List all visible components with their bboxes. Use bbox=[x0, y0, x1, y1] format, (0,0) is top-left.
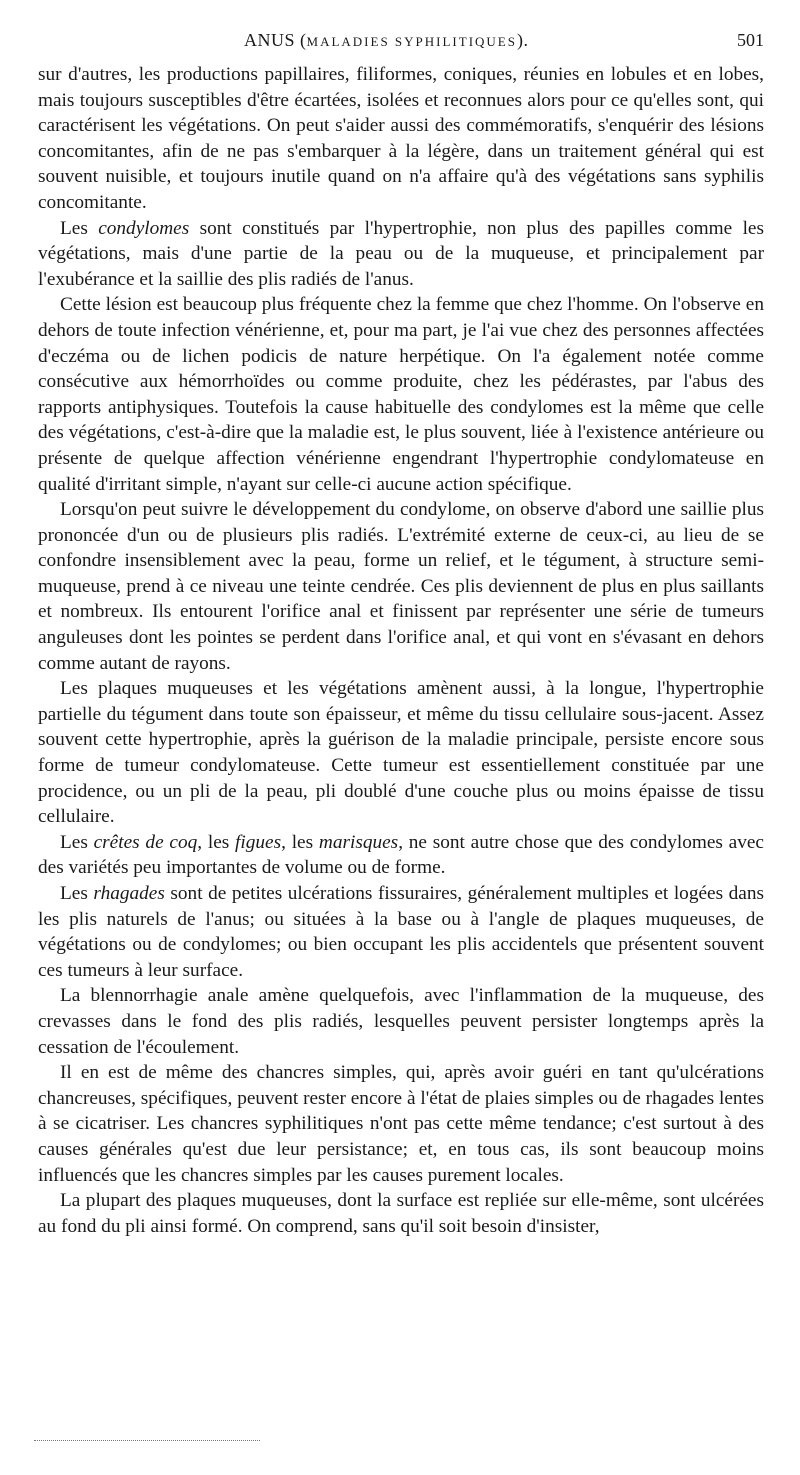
text-run: Les bbox=[60, 831, 94, 853]
text-run: Les bbox=[60, 883, 94, 904]
italic-term: crêtes de coq bbox=[93, 831, 198, 853]
running-title-subject: MALADIES SYPHILITIQUES bbox=[306, 34, 517, 49]
text-run: , ne sont autre chose que des condylomes avec des variétés peu importantes de volume ou de forme. bbox=[38, 831, 764, 879]
paragraph bbox=[38, 676, 764, 830]
text-run: La plupart des plaques muqueuses, dont la surface est repliée sur elle-même, sont ulcérées au fond du pli ainsi formé. On comprend, sans qu'il soit besoin d'insister, bbox=[38, 1190, 764, 1237]
text-run: , les bbox=[281, 831, 319, 853]
text-run: Lorsqu'on peut suivre le développement du condylome, on observe d'abord une saillie plus prononcée d'un ou de plusieurs plis radiés. L'extrémité externe de ceux-ci, au lieu de se confondre insensiblement avec la peau, forme un relief, et le tégument, à structure semi-muqueuse, prend à ce niveau une teinte cendrée. Ces plis deviennent de plus en plus saillants et nombreux. Ils entourent l'orifice anal et finissent par représenter une série de tumeurs anguleuses dont les pointes se perdent dans l'orifice anal, et qui vont en s'évasant en dehors comme autant de rayons. bbox=[38, 499, 764, 674]
page-number: 501 bbox=[737, 30, 764, 50]
paragraph bbox=[38, 881, 764, 983]
paragraph bbox=[38, 62, 764, 216]
running-header bbox=[38, 30, 764, 54]
text-run: La blennorrhagie anale amène quelquefois, avec l'inflammation de la muqueuse, des crevasses dans le fond des plis radiés, lesquelles peuvent persister longtemps après la cessation de l'écoulement. bbox=[38, 985, 764, 1058]
running-title bbox=[244, 30, 528, 51]
paragraph bbox=[38, 1188, 764, 1239]
italic-term: condylomes bbox=[98, 217, 190, 239]
italic-term: figues bbox=[235, 831, 282, 853]
paragraph bbox=[38, 292, 764, 497]
text-run: sur d'autres, les productions papillaires, filiformes, coniques, réunies en lobules et en lobes, mais toujours susceptibles d'être écartées, isolées et reconnues alors pour ce qu'elles sont, qui caractérisent les végétations. On peut s'aider aussi des commémoratifs, s'enquérir des lésions concomitantes, afin de ne pas s'embarquer à la légère, dans un traitement général qui est souvent nuisible, et toujours inutile quand on n'a affaire qu'à des végétations sans syphilis concomitante. bbox=[38, 64, 764, 213]
text-run: sont constitués par l'hypertrophie, non plus des papilles comme les végétations, mais d'une partie de la peau ou de la muqueuse, et principalement par l'exubérance et la saillie des plis radiés de l'anus. bbox=[38, 217, 764, 290]
running-title-end: ). bbox=[516, 30, 529, 50]
text-run: , les bbox=[197, 831, 236, 853]
paragraph bbox=[38, 983, 764, 1060]
footer-rule bbox=[34, 1440, 260, 1441]
italic-term: marisques bbox=[318, 831, 399, 853]
paragraph bbox=[38, 1060, 764, 1188]
paragraph bbox=[38, 830, 764, 881]
text-run: Cette lésion est beaucoup plus fréquente chez la femme que chez l'homme. On l'observe en dehors de toute infection vénérienne, et, pour ma part, je l'ai vue chez des personnes affectées d'eczéma ou de lichen podicis de nature herpétique. On l'a également notée comme consécutive aux hémorrhoïdes ou comme produite, chez les pédérastes, par l'abus des rapports antiphysiques. Toutefois la cause habituelle des condylomes est la même que celle des végétations, c'est-à-dire que la maladie est, le plus souvent, liée à l'existence antérieure ou présente de quelque affection vénérienne engendrant l'hypertrophie condylomateuse en qualité d'irritant simple, n'ayant sur celle-ci aucune action spécifique. bbox=[38, 294, 764, 495]
text-run: Les bbox=[60, 217, 99, 239]
italic-term: rhagades bbox=[93, 883, 165, 904]
text-run: Il en est de même des chancres simples, qui, après avoir guéri en tant qu'ulcérations chancreuses, spécifiques, peuvent rester encore à l'état de plaies simples ou de rhagades lentes à se cicatriser. Les chancres syphilitiques n'ont pas cette même tendance; c'est surtout à des causes générales qu'est due leur persistance; et, en tous cas, ils sont beaucoup moins influencés que les chancres simples par les causes purement locales. bbox=[38, 1062, 764, 1186]
paragraph bbox=[38, 497, 764, 676]
text-run: Les plaques muqueuses et les végétations amènent aussi, à la longue, l'hypertrophie partielle du tégument dans toute son épaisseur, et même du tissu cellulaire sous-jacent. Assez souvent cette hypertrophie, après la guérison de la maladie principale, persiste encore sous forme de tumeur condylomateuse. Cette tumeur est essentiellement constituée par une procidence, ou un pli de la peau, pli doublé d'une couche plus ou moins épaisse de tissu cellulaire. bbox=[38, 678, 764, 828]
paragraph bbox=[38, 216, 764, 293]
running-title-main: ANUS ( bbox=[244, 30, 307, 50]
body-text bbox=[38, 62, 764, 1239]
text-run: sont de petites ulcérations fissuraires, généralement multiples et logées dans les plis naturels de l'anus; ou situées à la base ou à l'angle de plaques muqueuses, de végétations ou de condylomes; ou bien occupant les plis accidentels que présentent souvent ces tumeurs à leur surface. bbox=[38, 883, 764, 981]
